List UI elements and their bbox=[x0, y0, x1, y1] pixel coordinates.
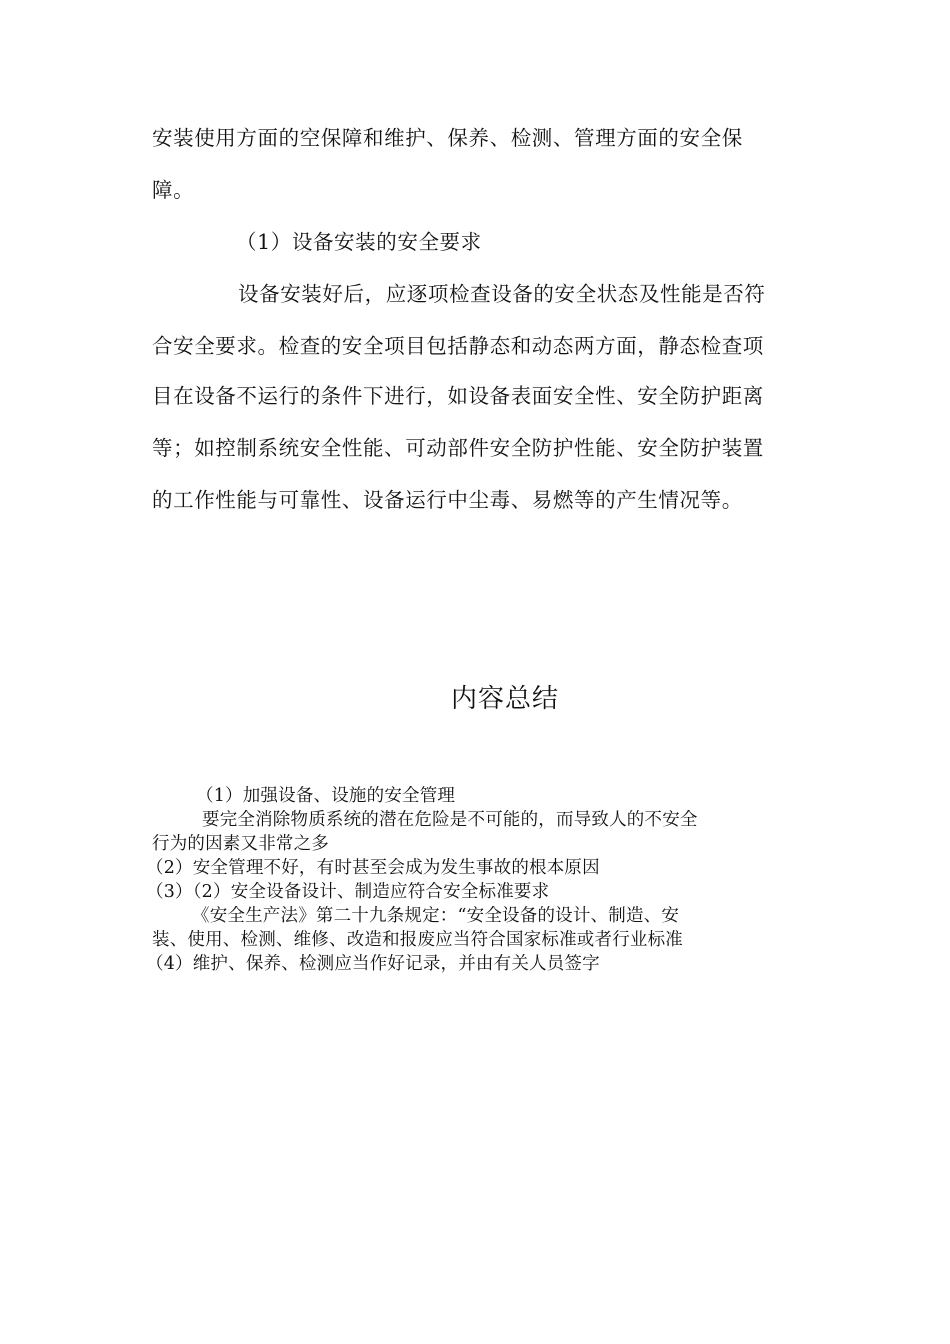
summary-line-3: 行为的因素又非常之多 bbox=[152, 834, 329, 854]
body-line-2: 障。 bbox=[152, 178, 195, 202]
summary-line-8: （4）维护、保养、检测应当作好记录，并由有关人员签字 bbox=[146, 954, 600, 974]
summary-line-7: 装、使用、检测、维修、改造和报废应当符合国家标准或者行业标准 bbox=[152, 930, 683, 950]
body-line-1: 安装使用方面的空保障和维护、保养、检测、管理方面的安全保 bbox=[152, 126, 743, 150]
body-line-3: 设备安装好后，应逐项检查设备的安全状态及性能是否符 bbox=[238, 282, 766, 306]
body-line-7: 的工作性能与可靠性、设备运行中尘毒、易燃等的产生情况等。 bbox=[152, 488, 743, 512]
section-heading: （1）设备安装的安全要求 bbox=[236, 230, 482, 254]
body-line-6: 等；如控制系统安全性能、可动部件安全防护性能、安全防护装置 bbox=[152, 436, 764, 460]
summary-line-2: 要完全消除物质系统的潜在危险是不可能的，而导致人的不安全 bbox=[202, 810, 698, 830]
summary-line-4: （2）安全管理不好，有时甚至会成为发生事故的根本原因 bbox=[146, 858, 600, 878]
summary-title: 内容总结 bbox=[450, 684, 559, 714]
summary-line-6: 《安全生产法》第二十九条规定：“安全设备的设计、制造、安 bbox=[192, 906, 680, 926]
body-line-5: 目在设备不运行的条件下进行，如设备表面安全性、安全防护距离 bbox=[152, 384, 764, 408]
summary-line-1: （1）加强设备、设施的安全管理 bbox=[196, 786, 456, 806]
body-line-4: 合安全要求。检查的安全项目包括静态和动态两方面，静态检查项 bbox=[152, 334, 764, 358]
summary-line-5: （3）（2）安全设备设计、制造应符合安全标准要求 bbox=[146, 882, 550, 902]
